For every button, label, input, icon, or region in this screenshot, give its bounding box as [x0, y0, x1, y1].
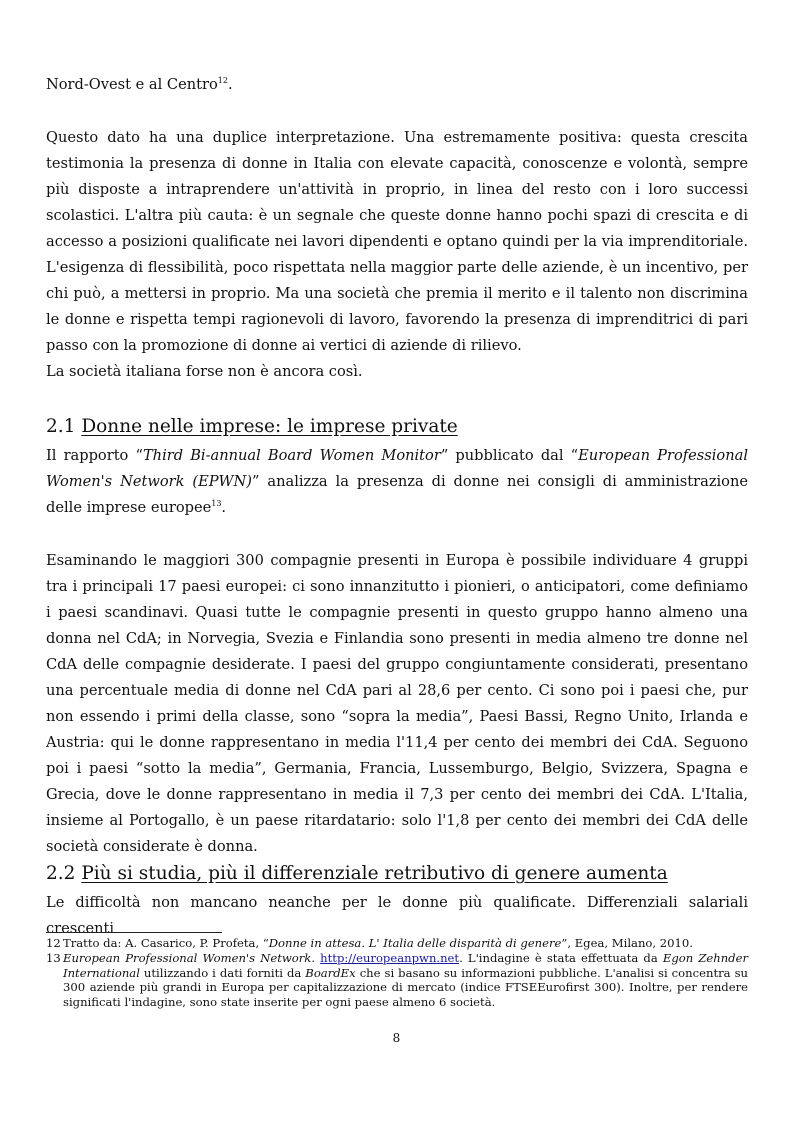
report-title: Third Bi-annual Board Women Monitor	[142, 447, 441, 464]
footnote-text-b: utilizzando i dati forniti da	[139, 965, 306, 980]
report-intro: Il rapporto “	[46, 447, 143, 464]
paragraph-interpretation-tail: La società italiana forse non è ancora così.	[46, 363, 363, 380]
page-number: 8	[392, 1031, 401, 1045]
footnote-number: 13	[46, 951, 61, 965]
section-title: Più si studia, più il differenziale retributivo di genere aumenta	[81, 863, 668, 884]
footnote-text	[46, 936, 748, 951]
section-number: 2.2	[46, 863, 76, 884]
network-name: European Professional Women's Network (EPWN)	[46, 447, 748, 490]
section-heading-2-2	[46, 862, 748, 886]
boardex-name: BoardEx	[305, 965, 356, 980]
footnote-13	[46, 951, 748, 1009]
paragraph-interpretation: Questo dato ha una duplice interpretazione. Una estremamente positiva: questa crescita testimonia la presenza di donne in Italia con elevate capacità, conoscenze e volontà, sempre più disposte a intraprendere un'attività in proprio, in linea del resto con i loro successi scolastici. L'altra più cauta: è un segnale che queste donne hanno pochi spazi di crescita e di accesso a posizioni qualificate nei lavori dipendenti e optano quindi per la via imprenditoriale. L'esigenza di flessibilità, poco rispettata nella maggior parte delle aziende, è un incentivo, per chi può, a mettersi in proprio. Ma una società che premia il merito e il talento non discrimina le donne e rispetta tempi ragionevoli di lavoro, favorendo la presenza di imprenditrici di pari passo con la promozione di donne ai vertici di aziende di rilievo.	[46, 129, 748, 354]
book-title: Donne in attesa. L' Italia delle disparità di genere	[268, 936, 562, 950]
intro-line	[46, 72, 748, 98]
paragraph-report	[46, 443, 748, 521]
report-between: ” pubblicato dal “	[440, 447, 579, 464]
network-name: European Professional Women's Network	[63, 951, 312, 965]
intro-end: .	[227, 76, 233, 93]
epwn-link[interactable]: http://europeanpwn.net	[320, 951, 460, 965]
section-number: 2.1	[46, 416, 76, 437]
footnote-divider	[46, 932, 222, 933]
footnote-publisher: ”, Egea, Milano, 2010.	[561, 936, 693, 950]
footnote-text	[46, 951, 748, 1009]
paragraph-qualified-women: Le difficoltà non mancano neanche per le donne più qualificate. Differenziali salariali crescenti	[46, 894, 748, 937]
section-heading-2-1	[46, 415, 748, 439]
footnote-text-a: . L'indagine è stata effettuata da	[459, 951, 663, 965]
section-title: Donne nelle imprese: le imprese private	[81, 416, 458, 437]
report-end: .	[221, 499, 227, 516]
report-after: ” analizza la presenza di donne nei consigli di amministrazione delle imprese europee	[46, 473, 748, 516]
separator: .	[311, 951, 321, 965]
footnote-ref-13[interactable]: 13	[211, 499, 222, 509]
paragraph-countries: Esaminando le maggiori 300 compagnie presenti in Europa è possibile individuare 4 gruppi tra i principali 17 paesi europei: ci sono innanzitutto i pionieri, o anticipatori, come definiamo i paesi scandinavi. Quasi tutte le compagnie presenti in questo gruppo hanno almeno una donna nel CdA; in Norvegia, Svezia e Finlandia sono presenti in media almeno tre donne nel CdA delle compagnie desiderate. I paesi del gruppo congiuntamente considerati, presentano una percentuale media di donne nel CdA pari al 28,6 per cento. Ci sono poi i paesi che, pur non essendo i primi della classe, sono “sopra la media”, Paesi Bassi, Regno Unito, Irlanda e Austria: qui le donne rappresentano in media l'11,4 per cento dei membri dei CdA. Seguono poi i paesi “sotto la media”, Germania, Francia, Lussemburgo, Belgio, Svizzera, Spagna e Grecia, dove le donne rappresentano in media il 7,3 per cento dei membri dei CdA. L'Italia, insieme al Portogallo, è un paese ritardatario: solo l'1,8 per cento dei membri dei CdA delle società considerate è donna.	[46, 552, 748, 855]
footnote-12	[46, 936, 748, 951]
intro-text: Nord-Ovest e al Centro	[46, 76, 218, 93]
footnote-number: 12	[46, 936, 61, 950]
footnote-ref-12[interactable]: 12	[217, 76, 228, 86]
footnote-text-c: che si basano su informazioni pubbliche. L'analisi si concentra su 300 aziende più grandi in Europa per capitalizzazione di mercato (indice FTSEEurofirst 300). Inoltre, per rendere significati l'indagine, sono state inserite per ogni paese almeno 6 società.	[63, 965, 748, 1009]
egon-zehnder-name: Egon Zehnder International	[63, 951, 748, 980]
footnote-source: Tratto da: A. Casarico, P. Profeta, “	[63, 936, 269, 950]
